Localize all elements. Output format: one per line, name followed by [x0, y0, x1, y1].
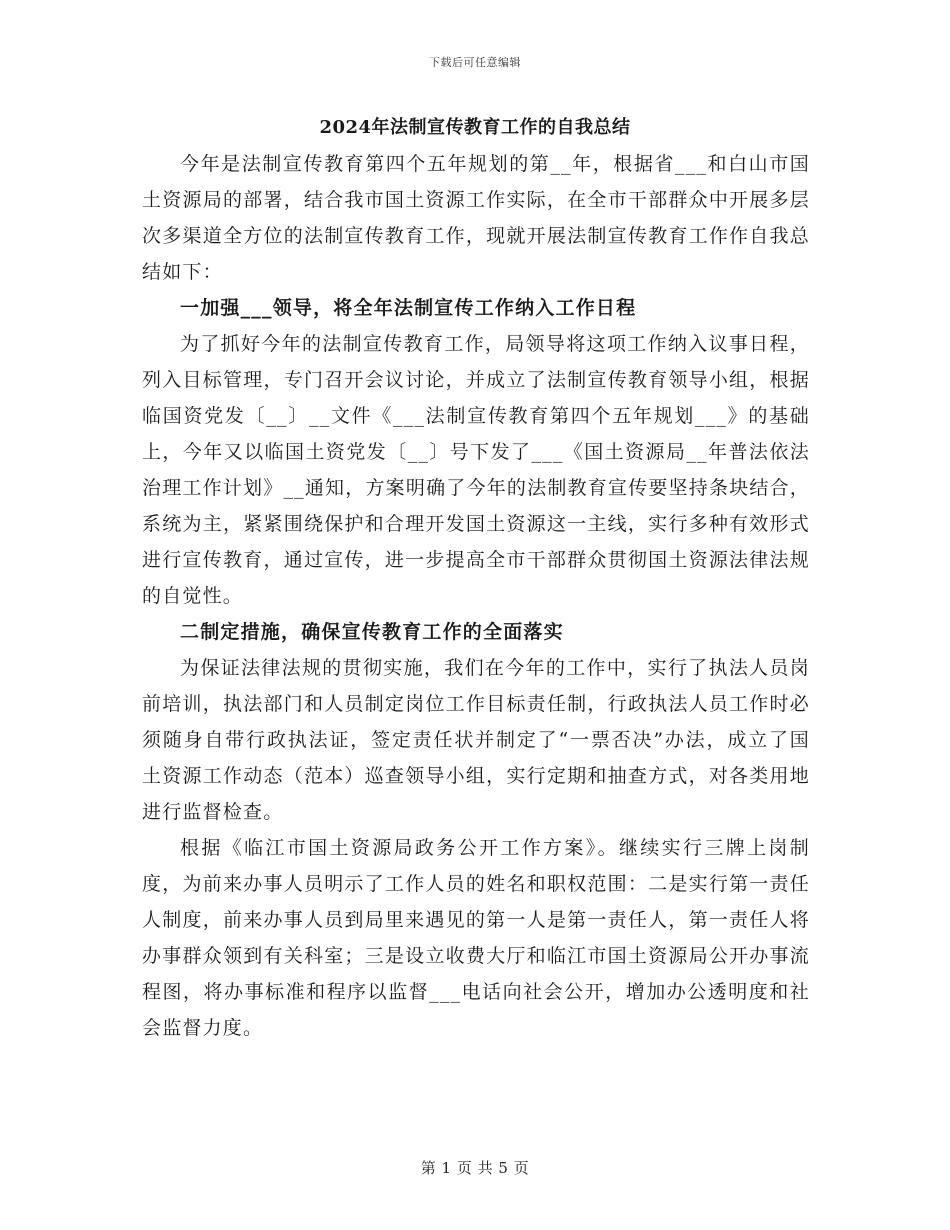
section-2-paragraph-2: 根据《临江市国土资源局政务公开工作方案》。继续实行三牌上岗制度，为前来办事人员明示了工作人员的姓名和职权范围：二是实行第一责任人制度，前来办事人员到局里来遇见的第一人是第一责任人，第一责任人将办事群众领到有关科室；三是设立收费大厅和临江市国土资源局公开办事流程图，将办事标准和程序以监督___电话向社会公开，增加办公透明度和社会监督力度。: [142, 837, 810, 1039]
document-body: [142, 146, 810, 1046]
page-header-note: 下载后可任意编辑: [429, 56, 521, 69]
document-title: 2024年法制宣传教育工作的自我总结: [319, 117, 631, 138]
section-heading-1: 一加强___领导，将全年法制宣传工作纳入工作日程: [180, 297, 637, 319]
section-1-paragraph: 为了抓好今年的法制宣传教育工作，局领导将这项工作纳入议事日程，列入目标管理，专门召开会议讨论，并成立了法制宣传教育领导小组，根据临国资党发〔__〕__文件《___法制宣传教育第四个五年规划___》的基础上，今年又以临国土资党发〔__〕号下发了___《国土资源局__年普法依法治理工作计划》__通知，方案明确了今年的法制教育宣传要坚持条块结合，系统为主，紧紧围绕保护和合理开发国土资源这一主线，实行多种有效形式进行宣传教育，通过宣传，进一步提高全市干部群众贯彻国土资源法律法规的自觉性。: [142, 333, 810, 607]
page-number-indicator: 第 1 页 共 5 页: [420, 1159, 530, 1177]
intro-paragraph: 今年是法制宣传教育第四个五年规划的第__年，根据省___和白山市国土资源局的部署，结合我市国土资源工作实际，在全市干部群众中开展多层次多渠道全方位的法制宣传教育工作，现就开展法制宣传教育工作作自我总结如下：: [142, 153, 810, 283]
section-heading-2: 二制定措施，确保宣传教育工作的全面落实: [180, 621, 564, 643]
section-2-paragraph-1: 为保证法律法规的贯彻实施，我们在今年的工作中，实行了执法人员岗前培训，执法部门和人员制定岗位工作目标责任制，行政执法人员工作时必须随身自带行政执法证，签定责任状并制定了“一票否决”办法，成立了国土资源工作动态（范本）巡查领导小组，实行定期和抽查方式，对各类用地进行监督检查。: [142, 657, 810, 823]
